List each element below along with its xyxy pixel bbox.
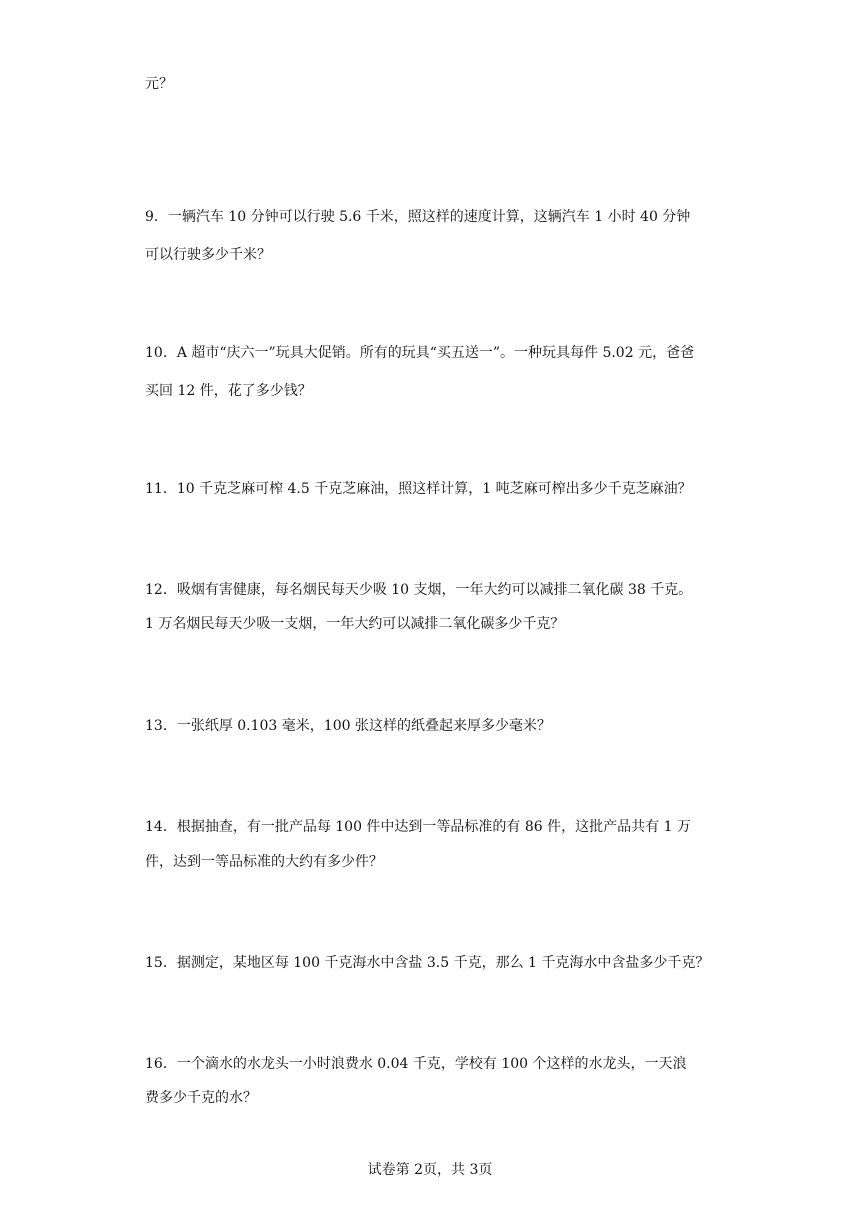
question-line: 16．一个滴水的水龙头一小时浪费水 0.04 千克，学校有 100 个这样的水龙头，一天浪 [145,1056,687,1072]
question-line: 15．据测定，某地区每 100 千克海水中含盐 3.5 千克，那么 1 千克海水中含盐多少千克？ [145,955,710,971]
question-line: 可以行驶多少千米？ [145,247,271,263]
question-line: 1 万名烟民每天少吸一支烟，一年大约可以减排二氧化碳多少千克？ [145,616,565,632]
question-line: 14．根据抽查，有一批产品每 100 件中达到一等品标准的有 86 件，这批产品共有 1 万 [145,819,691,835]
question-line: 11．10 千克芝麻可榨 4.5 千克芝麻油，照这样计算，1 吨芝麻可榨出多少千克芝麻油？ [145,481,692,497]
question-line: 9．一辆汽车 10 分钟可以行驶 5.6 千米，照这样的速度计算，这辆汽车 1 小时 40 分钟 [145,209,691,225]
question-line: 费多少千克的水？ [145,1090,257,1106]
question-line: 买回 12 件，花了多少钱？ [145,383,312,399]
page-footer: 试卷第 2页，共 3页 [367,1162,493,1178]
question-line: 13．一张纸厚 0.103 毫米，100 张这样的纸叠起来厚多少毫米？ [145,718,551,734]
carryover-text: 元？ [145,76,173,92]
question-line: 12．吸烟有害健康，每名烟民每天少吸 10 支烟，一年大约可以减排二氧化碳 38 千克。 [145,582,693,598]
question-line: 件，达到一等品标准的大约有多少件？ [145,854,383,870]
question-line: 10．A 超市“庆六一”玩具大促销。所有的玩具“买五送一”。一种玩具每件 5.02 元，爸爸 [145,345,695,361]
